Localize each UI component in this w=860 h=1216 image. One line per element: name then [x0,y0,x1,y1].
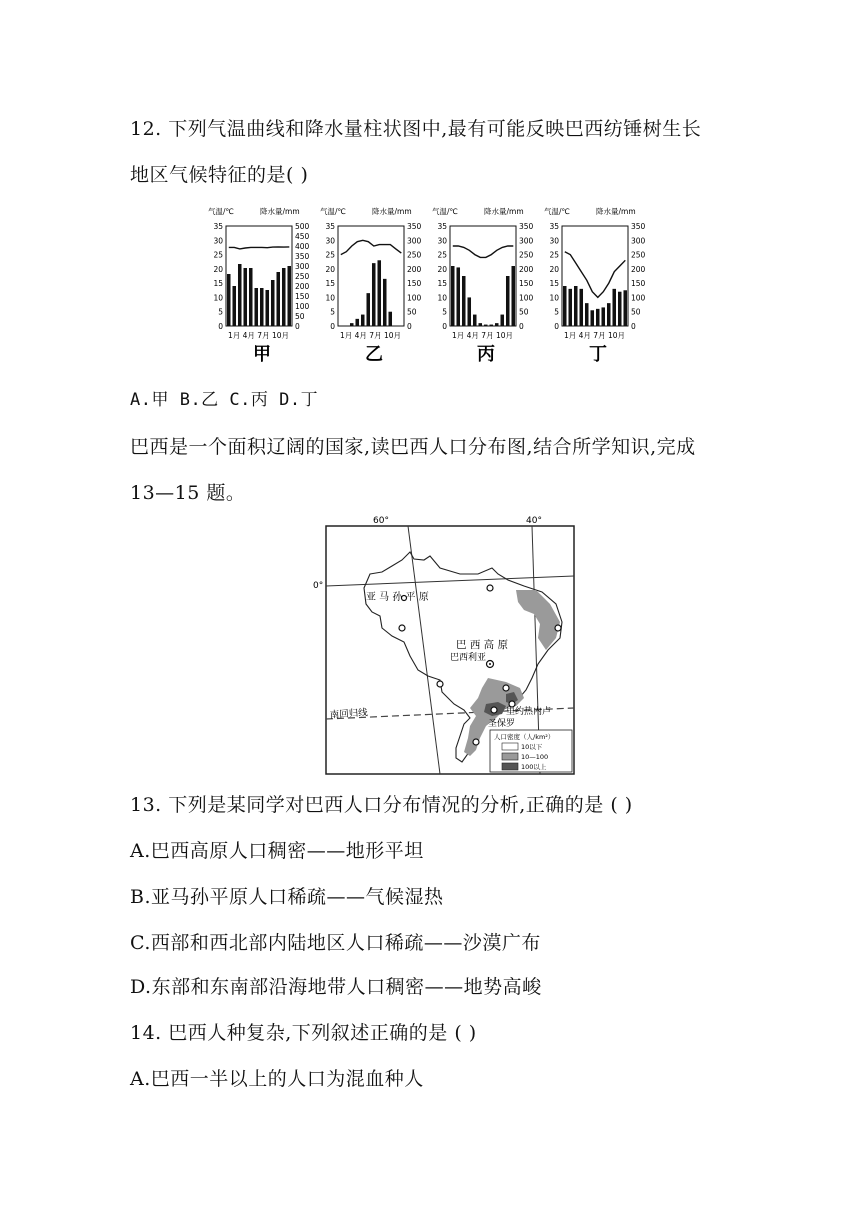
precip-bar [383,279,387,326]
q13-option-b: B.亚马孙平原人口稀疏——气候湿热 [130,886,444,908]
legend-swatch-medium [502,753,518,760]
panel-name: 丙 [477,344,495,365]
precip-bar [388,312,392,326]
rio-label: 里约热内卢 [506,707,552,717]
precip-tick-label: 50 [631,307,641,317]
precip-tick-label: 100 [519,293,534,303]
precip-bar [511,266,515,326]
lon-60-label: 60° [373,516,389,526]
precip-bar [623,290,627,326]
precip-bar [478,323,482,326]
precip-bar [238,264,242,326]
temp-axis-title: 气温/℃ [208,207,234,216]
precip-tick-label: 0 [407,322,412,331]
precip-bar [506,276,510,326]
precip-tick-label: 300 [519,236,534,246]
precip-axis-title: 降水量/mm [596,207,636,216]
temperature-line [341,240,402,254]
precip-tick-label: 300 [407,236,422,246]
city-marker [473,739,479,745]
brazil-population-map [310,512,576,778]
temp-tick-label: 10 [213,293,223,303]
temp-tick-label: 5 [442,307,447,317]
temp-tick-label: 20 [549,264,559,274]
precip-tick-label: 250 [295,272,310,281]
precip-bar [612,289,616,326]
precip-tick-label: 450 [295,232,310,241]
saopaulo-marker [491,707,497,713]
precip-tick-label: 300 [631,236,646,246]
precip-bar [227,274,231,326]
precip-bar [579,289,583,326]
precip-tick-label: 350 [295,252,310,261]
precip-tick-label: 150 [519,279,534,289]
passage-line1: 巴西是一个面积辽阔的国家,读巴西人口分布图,结合所学知识,完成 [130,436,696,458]
temp-axis-title: 气温/℃ [544,207,570,216]
precip-tick-label: 200 [519,264,534,274]
precip-tick-label: 0 [631,322,636,331]
q13-stem: 13. 下列是某同学对巴西人口分布情况的分析,正确的是 ( ) [130,794,633,816]
precip-tick-label: 0 [295,322,300,331]
temp-tick-label: 35 [437,222,447,231]
tropic-label: 南回归线 [329,707,369,721]
precip-bar [243,268,247,326]
precip-bar [276,272,280,326]
temp-axis-title: 气温/℃ [432,207,458,216]
legend-swatch-low [502,743,518,750]
temp-tick-label: 15 [549,279,559,289]
precip-bar [574,286,578,326]
brasilia-label: 巴西利亚 [450,653,487,663]
precip-bar [467,297,471,326]
temp-tick-label: 5 [554,307,559,317]
precip-bar [500,315,504,326]
city-marker [555,625,561,631]
precip-bar [462,276,466,326]
temp-axis-title: 气温/℃ [320,207,346,216]
precip-tick-label: 400 [295,242,310,251]
legend-swatch-high [502,763,518,770]
precip-axis-title: 降水量/mm [372,207,412,216]
precip-tick-label: 200 [631,264,646,274]
precip-axis-title: 降水量/mm [260,207,300,216]
temp-tick-label: 15 [437,279,447,289]
precip-tick-label: 150 [631,279,646,289]
precip-tick-label: 200 [295,282,310,291]
precip-bar [265,290,269,326]
temp-tick-label: 30 [549,236,559,246]
precip-tick-label: 0 [519,322,524,331]
precip-bar [451,266,455,326]
precip-tick-label: 350 [631,222,646,231]
precip-bar [271,280,275,326]
temperature-line [565,252,626,298]
precip-bar [495,323,499,326]
panel-name: 甲 [253,344,271,365]
precip-bar [249,268,253,326]
precip-bar [287,266,291,326]
climate-panel-4 [544,206,646,365]
precip-tick-label: 150 [407,279,422,289]
precip-tick-label: 150 [295,292,310,301]
precip-tick-label: 50 [519,307,529,317]
precip-bar [232,286,236,326]
temp-tick-label: 0 [442,322,447,331]
precip-tick-label: 100 [295,302,310,311]
q13-option-a: A.巴西高原人口稠密——地形平坦 [130,840,424,862]
legend-title: 人口密度（人/km²） [494,733,555,741]
precip-tick-label: 250 [407,250,422,260]
lat-0-label: 0° [313,581,324,591]
saopaulo-label: 圣保罗 [488,719,516,729]
precip-tick-label: 50 [295,312,305,321]
temp-tick-label: 30 [325,236,335,246]
city-marker [487,585,493,591]
temp-tick-label: 20 [213,264,223,274]
panel-name: 丁 [589,344,607,365]
legend-low: 10以下 [521,743,543,751]
climate-panel-3 [432,206,534,365]
precip-bar [489,325,493,326]
precip-bar [254,288,258,326]
month-axis-label: 1月 4月 7月 10月 [564,331,626,340]
legend-medium: 10—100 [521,753,549,761]
precip-bar [563,286,567,326]
q13-option-d: D.东部和东南部沿海地带人口稠密——地势高峻 [130,976,542,998]
precip-bar [361,315,365,326]
passage-line2: 13—15 题。 [130,482,246,504]
city-marker [437,681,443,687]
precip-bar [607,303,611,326]
precip-bar [355,319,359,326]
q14-option-a: A.巴西一半以上的人口为混血种人 [130,1068,424,1090]
amazon-label: 亚 马 孙 平 原 [366,592,429,603]
precip-tick-label: 50 [407,307,417,317]
temp-tick-label: 25 [325,250,335,260]
climate-panel-1 [208,206,310,365]
precip-tick-label: 200 [407,264,422,274]
plot-frame [338,226,404,326]
temp-tick-label: 35 [549,222,559,231]
temp-tick-label: 20 [437,264,447,274]
temp-tick-label: 35 [213,222,223,231]
q12-stem-line2: 地区气候特征的是( ) [130,164,309,186]
precip-bar [456,267,460,326]
q14-stem: 14. 巴西人种复杂,下列叙述正确的是 ( ) [130,1022,477,1044]
temp-tick-label: 35 [325,222,335,231]
precip-bar [282,268,286,326]
precip-bar [366,293,370,326]
temp-tick-label: 0 [218,322,223,331]
precip-tick-label: 100 [407,293,422,303]
precip-bar [601,307,605,326]
city-marker [399,625,405,631]
precip-bar [568,289,572,326]
precip-tick-label: 100 [631,293,646,303]
month-axis-label: 1月 4月 7月 10月 [452,331,514,340]
precip-bar [260,288,264,326]
precip-bar [596,309,600,326]
temp-tick-label: 10 [325,293,335,303]
city-marker [503,685,509,691]
precip-bar [618,292,622,326]
precip-bar [473,315,477,326]
precip-bar [585,303,589,326]
temp-tick-label: 0 [554,322,559,331]
precip-bar [484,325,488,326]
panel-name: 乙 [365,344,383,365]
temp-tick-label: 10 [437,293,447,303]
precip-tick-label: 300 [295,262,310,271]
precip-bar [377,260,381,326]
precip-tick-label: 250 [519,250,534,260]
temperature-line [453,246,514,257]
temp-tick-label: 20 [325,264,335,274]
precip-tick-label: 500 [295,222,310,231]
precip-bar [590,310,594,326]
precip-tick-label: 350 [519,222,534,231]
legend-high: 100以上 [521,763,547,771]
month-axis-label: 1月 4月 7月 10月 [228,331,290,340]
precip-bar [372,263,376,326]
temp-tick-label: 15 [213,279,223,289]
q12-stem-line1: 12. 下列气温曲线和降水量柱状图中,最有可能反映巴西纺锤树生长 [130,118,702,140]
lon-40-label: 40° [526,516,542,526]
precip-tick-label: 250 [631,250,646,260]
climate-charts-figure [208,204,658,368]
temp-tick-label: 25 [549,250,559,260]
temp-tick-label: 30 [213,236,223,246]
temp-tick-label: 5 [218,307,223,317]
month-axis-label: 1月 4月 7月 10月 [340,331,402,340]
temp-tick-label: 25 [213,250,223,260]
precip-bar [350,323,354,326]
plateau-label: 巴 西 高 原 [456,639,509,651]
temp-tick-label: 10 [549,293,559,303]
temp-tick-label: 25 [437,250,447,260]
climate-panel-2 [320,206,422,365]
temp-tick-label: 15 [325,279,335,289]
q13-option-c: C.西部和西北部内陆地区人口稀疏——沙漠广布 [130,932,541,954]
temp-tick-label: 30 [437,236,447,246]
temperature-line [229,247,289,249]
q12-options: A.甲 B.乙 C.丙 D.丁 [130,390,319,410]
temp-tick-label: 5 [330,307,335,317]
temp-tick-label: 0 [330,322,335,331]
precip-tick-label: 350 [407,222,422,231]
precip-axis-title: 降水量/mm [484,207,524,216]
